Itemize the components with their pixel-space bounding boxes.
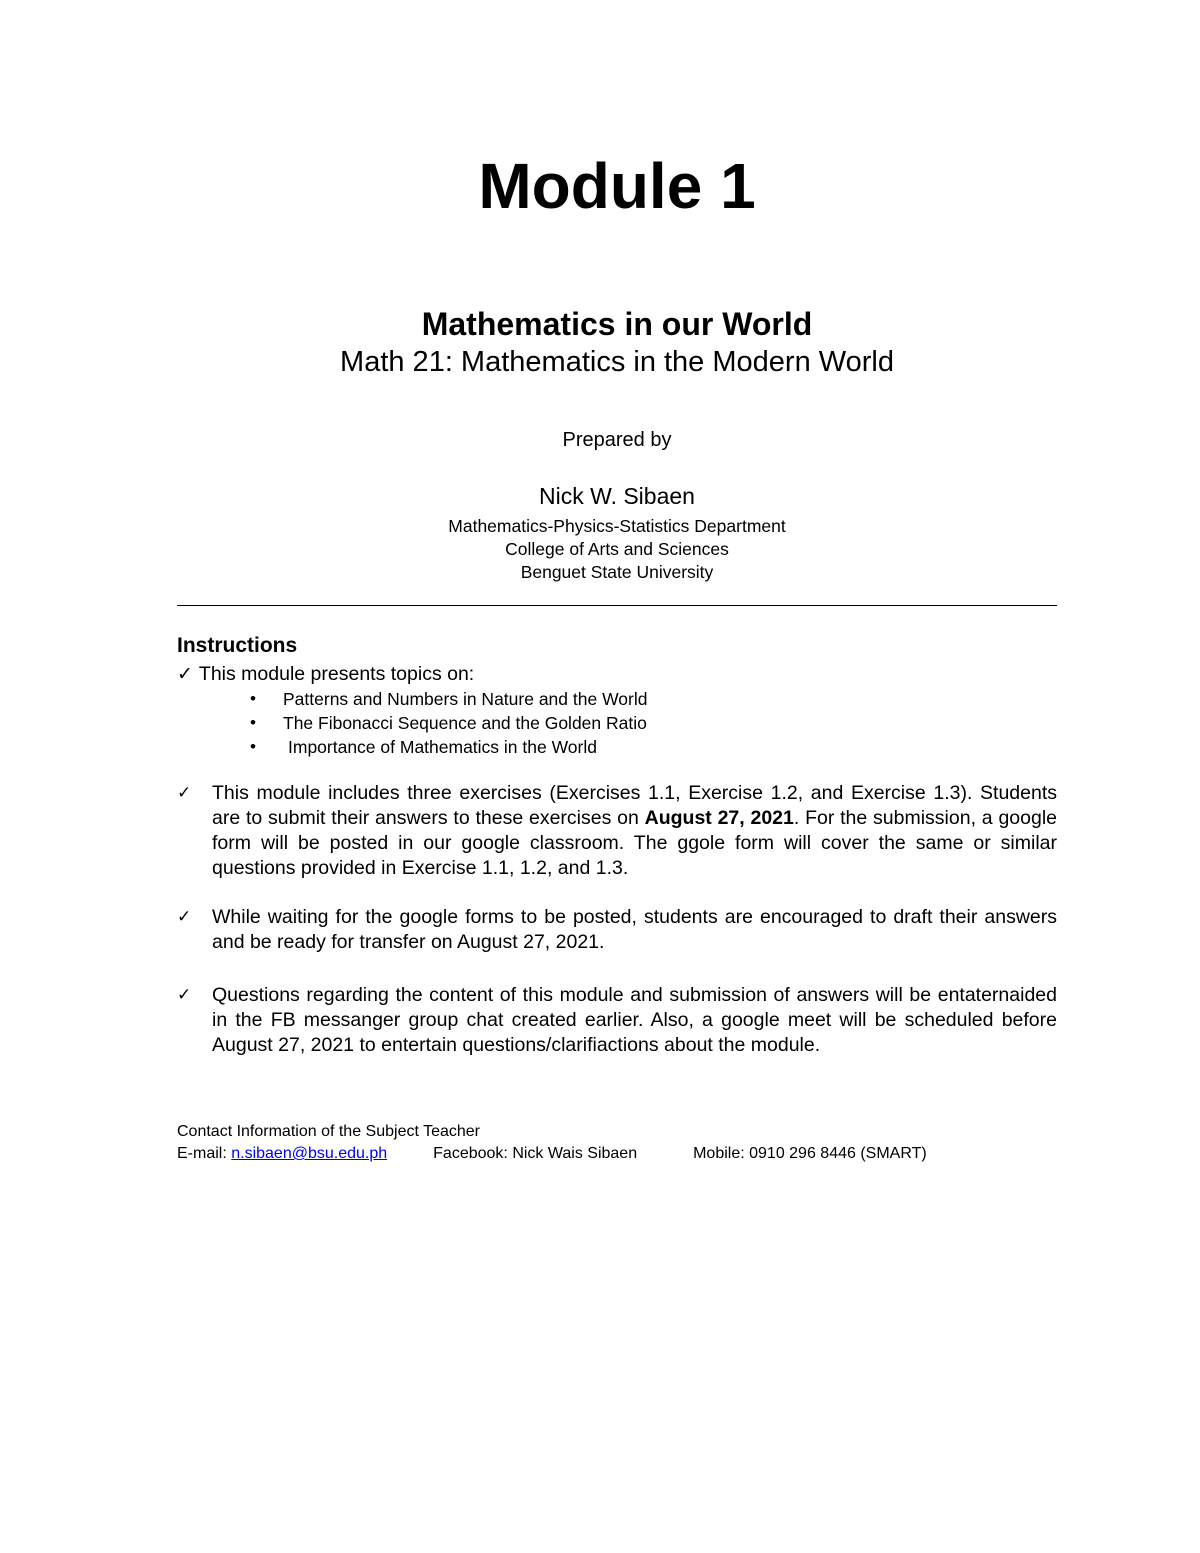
instruction-item-drafting [177, 905, 1057, 955]
contact-heading: Contact Information of the Subject Teacher [177, 1123, 480, 1140]
module-title: Module 1 [478, 150, 756, 222]
instruction-item-exercises [177, 781, 1057, 881]
checkmark-icon: ✓ [177, 783, 192, 803]
author-name: Nick W. Sibaen [539, 483, 695, 509]
checkmark-icon: ✓ [177, 663, 193, 685]
instruction-item-questions [177, 983, 1057, 1058]
bullet-icon: • [250, 737, 256, 756]
facebook-info: Facebook: Nick Wais Sibaen [433, 1145, 638, 1162]
email-link[interactable]: n.sibaen@bsu.edu.ph [231, 1145, 388, 1162]
instructions-intro [177, 661, 474, 687]
mobile-info: Mobile: 0910 296 8446 (SMART) [693, 1145, 927, 1162]
horizontal-rule [177, 605, 1057, 606]
instruction-text: Questions regarding the content of this module and submission of answers will be entaternaided in the FB messanger group chat created earlier. Also, a google meet will be scheduled before August 27, 2021 to entertain questions/clarifiactions about the module. [212, 984, 1057, 1056]
bullet-icon: • [250, 689, 256, 708]
college-name: College of Arts and Sciences [505, 539, 729, 559]
course-name: Math 21: Mathematics in the Modern World [340, 346, 894, 378]
checkmark-icon: ✓ [177, 907, 192, 927]
subject-title: Mathematics in our World [421, 306, 813, 342]
instructions-intro-text: This module presents topics on: [198, 663, 475, 685]
instructions-heading: Instructions [177, 634, 298, 657]
contact-details [177, 1143, 927, 1165]
university-name: Benguet State University [520, 562, 714, 582]
email-label: E-mail: [177, 1145, 232, 1162]
instruction-text: While waiting for the google forms to be posted, students are encouraged to draft their answers and be ready for transfer on August 27, 2021. [212, 906, 1057, 953]
list-item: • Patterns and Numbers in Nature and the World [250, 689, 648, 709]
list-item: • The Fibonacci Sequence and the Golden Ratio [250, 713, 647, 733]
checkmark-icon: ✓ [177, 985, 192, 1005]
deadline-date: August 27, 2021 [644, 807, 794, 829]
list-item: • Importance of Mathematics in the World [250, 737, 597, 757]
prepared-by-label: Prepared by [562, 429, 672, 451]
bullet-icon: • [250, 713, 256, 732]
department-name: Mathematics-Physics-Statistics Department [448, 516, 786, 536]
instruction-text: This module includes three exercises (Exercises 1.1, Exercise 1.2, and Exercise 1.3). Students are to submit their answers to these exercises on August 27, 2021. For the submission, a google form will be posted in our google classroom. The ggole form will cover the same or similar questions provided in Exercise 1.1, 1.2, and 1.3. [212, 782, 1057, 879]
topics-list [250, 687, 647, 759]
